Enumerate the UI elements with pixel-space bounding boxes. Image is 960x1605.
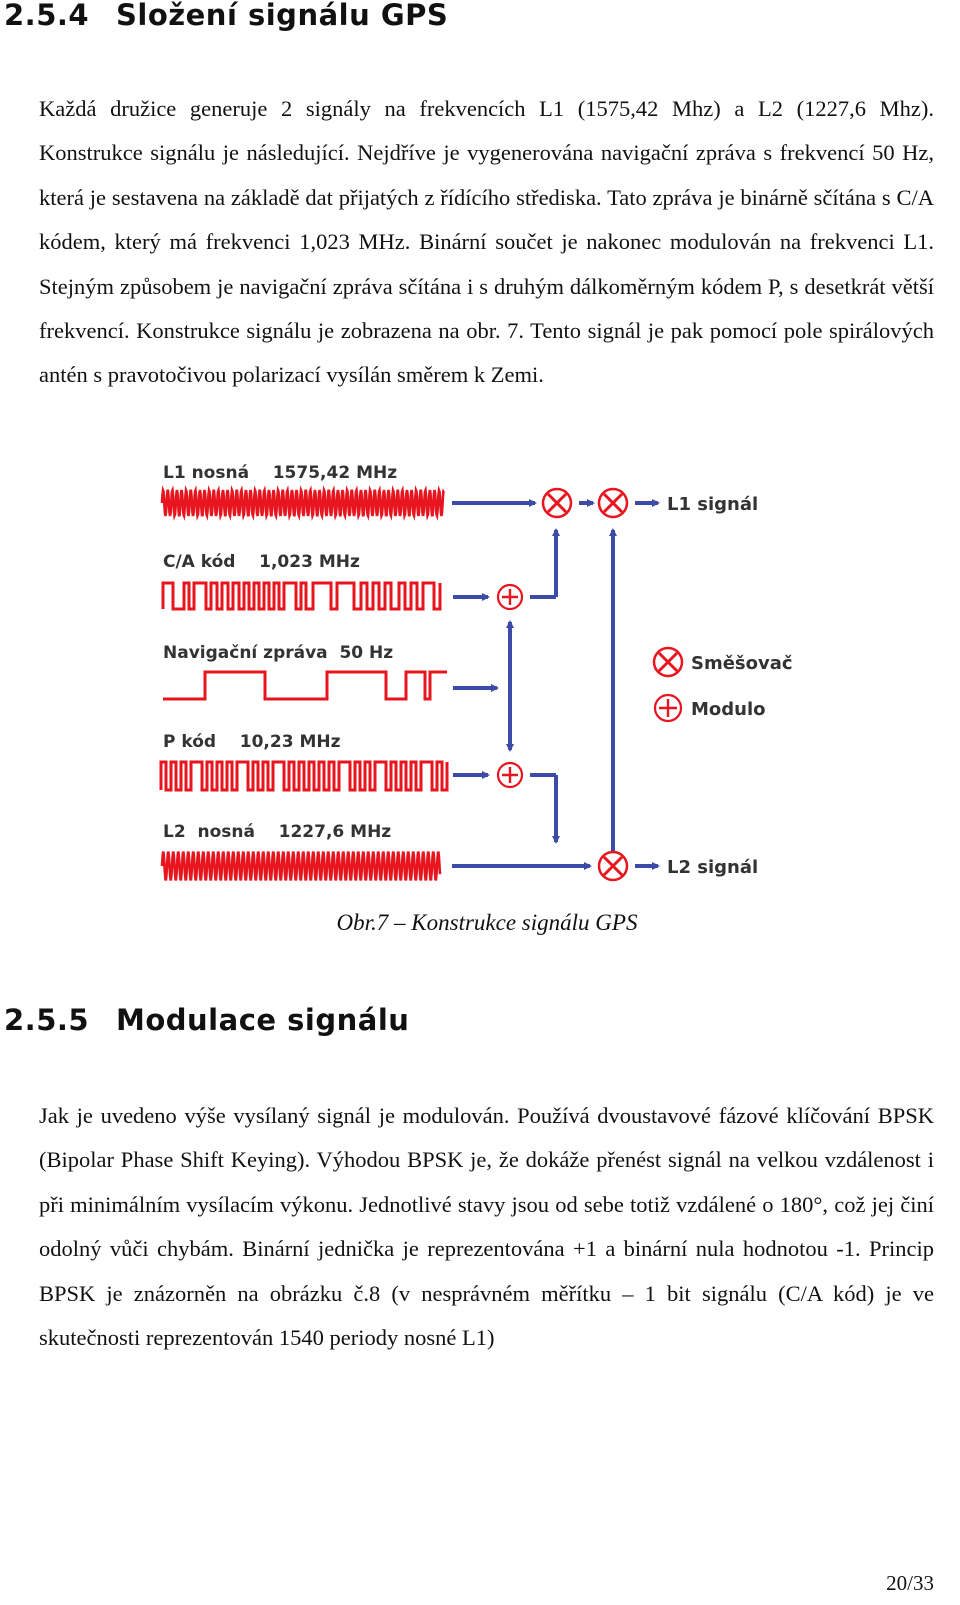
legend	[654, 648, 793, 721]
l1-carrier-wave	[162, 490, 444, 516]
legend-modulo-label: Modulo	[691, 699, 766, 720]
page-number: 20/33	[886, 1571, 934, 1595]
modulo-icon	[498, 763, 522, 787]
legend-mixer-label: Směšovač	[691, 653, 793, 674]
paragraph-signal-modulation: Jak je uvedeno výše vysílaný signál je modulován. Používá dvoustavové fázové klíčování BPSK (Bipolar Phase Shift Keying). Výhodou BPSK je, že dokáže přenést signál na velkou vzdálenost i při minimálním vysílacím výkonu. Jednotlivé stavy jsou od sebe totiž vzdálené o 180°, což jej činí odolný vůči chybám. Binární jednička je reprezentována +1 a binární nula hodnotou -1. Princip BPSK je znázorněn na obrázku č.8 (v nesprávném měřítku – 1 bit signálu (C/A kód) je ve skutečnosti reprezentován 1540 periody nosné L1)	[39, 1103, 934, 1351]
label-nav-message: Navigační zpráva 50 Hz	[163, 643, 394, 663]
mixer-icon	[543, 489, 571, 517]
p-code-wave	[161, 762, 447, 790]
mixer-icon	[599, 852, 627, 880]
nav-message-wave	[163, 672, 447, 699]
figure-caption: Obr.7 – Konstrukce signálu GPS	[336, 910, 638, 935]
ca-code-wave	[163, 583, 440, 609]
label-l2-carrier: L2 nosná 1227,6 MHz	[163, 822, 392, 842]
label-ca-code: C/A kód 1,023 MHz	[163, 552, 360, 572]
paragraph-signal-composition: Každá družice generuje 2 signály na frekvencích L1 (1575,42 Mhz) a L2 (1227,6 Mhz). Konstrukce signálu je následující. Nejdříve je vygenerována navigační zpráva s frekvencí 50 Hz, která je sestavena na základě dat přijatých z řídícího střediska. Tato zpráva je binárně sčítána s C/A kódem, který má frekvenci 1,023 MHz. Binární součet je nakonec modulován na frekvenci L1. Stejným způsobem je navigační zpráva sčítána i s druhým dálkoměrným kódem P, s desetkrát větší frekvencí. Konstrukce signálu je zobrazena na obr. 7. Tento signál je pak pomocí pole spirálových antén s pravotočivou polarizací vysílán směrem k Zemi.	[39, 96, 934, 388]
section-number: 2.5.5	[4, 1003, 90, 1037]
mixer-icon	[599, 489, 627, 517]
label-l1-carrier: L1 nosná 1575,42 MHz	[163, 463, 398, 483]
legend-modulo-icon	[655, 695, 681, 721]
signal-flow-lines	[452, 503, 658, 866]
label-l2-signal: L2 signál	[667, 857, 759, 878]
section-title: Složení signálu GPS	[116, 0, 449, 32]
section-heading-2-5-5	[4, 1003, 409, 1037]
modulo-icon	[498, 585, 522, 609]
legend-mixer-icon	[654, 648, 682, 676]
label-p-code: P kód 10,23 MHz	[163, 732, 341, 752]
l2-carrier-wave	[162, 853, 440, 880]
section-title: Modulace signálu	[116, 1003, 410, 1037]
label-l1-signal: L1 signál	[667, 494, 759, 515]
section-number: 2.5.4	[4, 0, 90, 32]
